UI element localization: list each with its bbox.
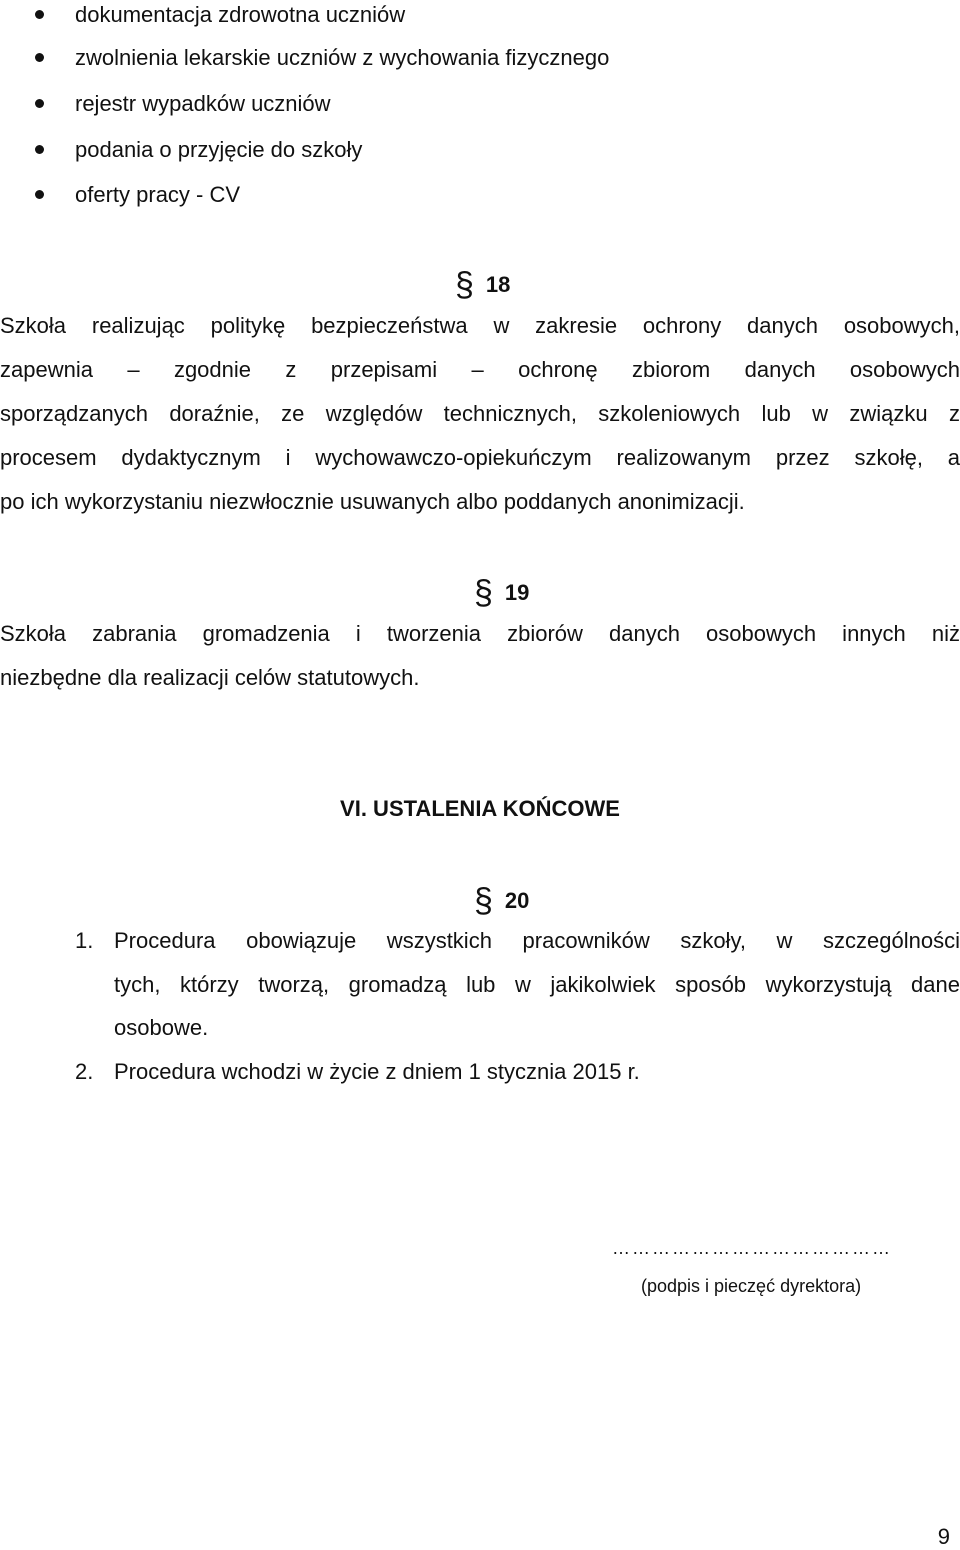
section-heading-19 [474,574,530,612]
chapter-title: VI. USTALENIA KOŃCOWE [340,796,620,821]
list-item-text: dokumentacja zdrowotna uczniów [75,2,406,27]
bullet-icon [35,10,44,19]
list-item-text: oferty pracy - CV [75,182,241,207]
bullet-icon [35,99,44,108]
section-heading-18 [455,266,511,304]
section-number: 18 [485,272,511,297]
paragraph-line: sporządzanych doraźnie, ze względów technicznych, szkoleniowych lub w związku z [0,401,960,426]
signature-line: …………………………………… [612,1238,892,1258]
section-mark-icon: § [474,574,493,612]
paragraph-line: procesem dydaktycznym i wychowawczo-opiekuńczym realizowanym przez szkołę, a [0,445,960,470]
page-number: 9 [937,1524,950,1549]
paragraph-line: Szkoła realizując politykę bezpieczeństwa w zakresie ochrony danych osobowych, [0,313,960,338]
bullet-icon [35,145,44,154]
list-item-text: podania o przyjęcie do szkoły [75,137,363,162]
paragraph-line: niezbędne dla realizacji celów statutowych. [0,665,420,690]
item-number: 2. [75,1059,94,1084]
paragraph-line: po ich wykorzystaniu niezwłocznie usuwanych albo poddanych anonimizacji. [0,489,745,514]
item-line: tych, którzy tworzą, gromadzą lub w jakikolwiek sposób wykorzystują dane [114,972,960,997]
item-line: Procedura wchodzi w życie z dniem 1 stycznia 2015 r. [114,1059,640,1084]
section-heading-20 [474,882,530,920]
list-item-text: zwolnienia lekarskie uczniów z wychowania fizycznego [75,45,610,70]
item-line: osobowe. [114,1015,209,1040]
paragraph-line: Szkoła zabrania gromadzenia i tworzenia zbiorów danych osobowych innych niż [0,621,960,646]
bullet-icon [35,190,44,199]
section-number: 19 [504,580,530,605]
paragraph-line: zapewnia – zgodnie z przepisami – ochronę zbiorom danych osobowych [0,357,960,382]
signature-label: (podpis i pieczęć dyrektora) [641,1276,862,1296]
section-mark-icon: § [474,882,493,920]
bullet-icon [35,53,44,62]
list-item-text: rejestr wypadków uczniów [75,91,331,116]
item-line: Procedura obowiązuje wszystkich pracowników szkoły, w szczególności [114,928,960,953]
section-number: 20 [504,888,530,913]
section-mark-icon: § [455,266,474,304]
item-number: 1. [75,928,94,953]
